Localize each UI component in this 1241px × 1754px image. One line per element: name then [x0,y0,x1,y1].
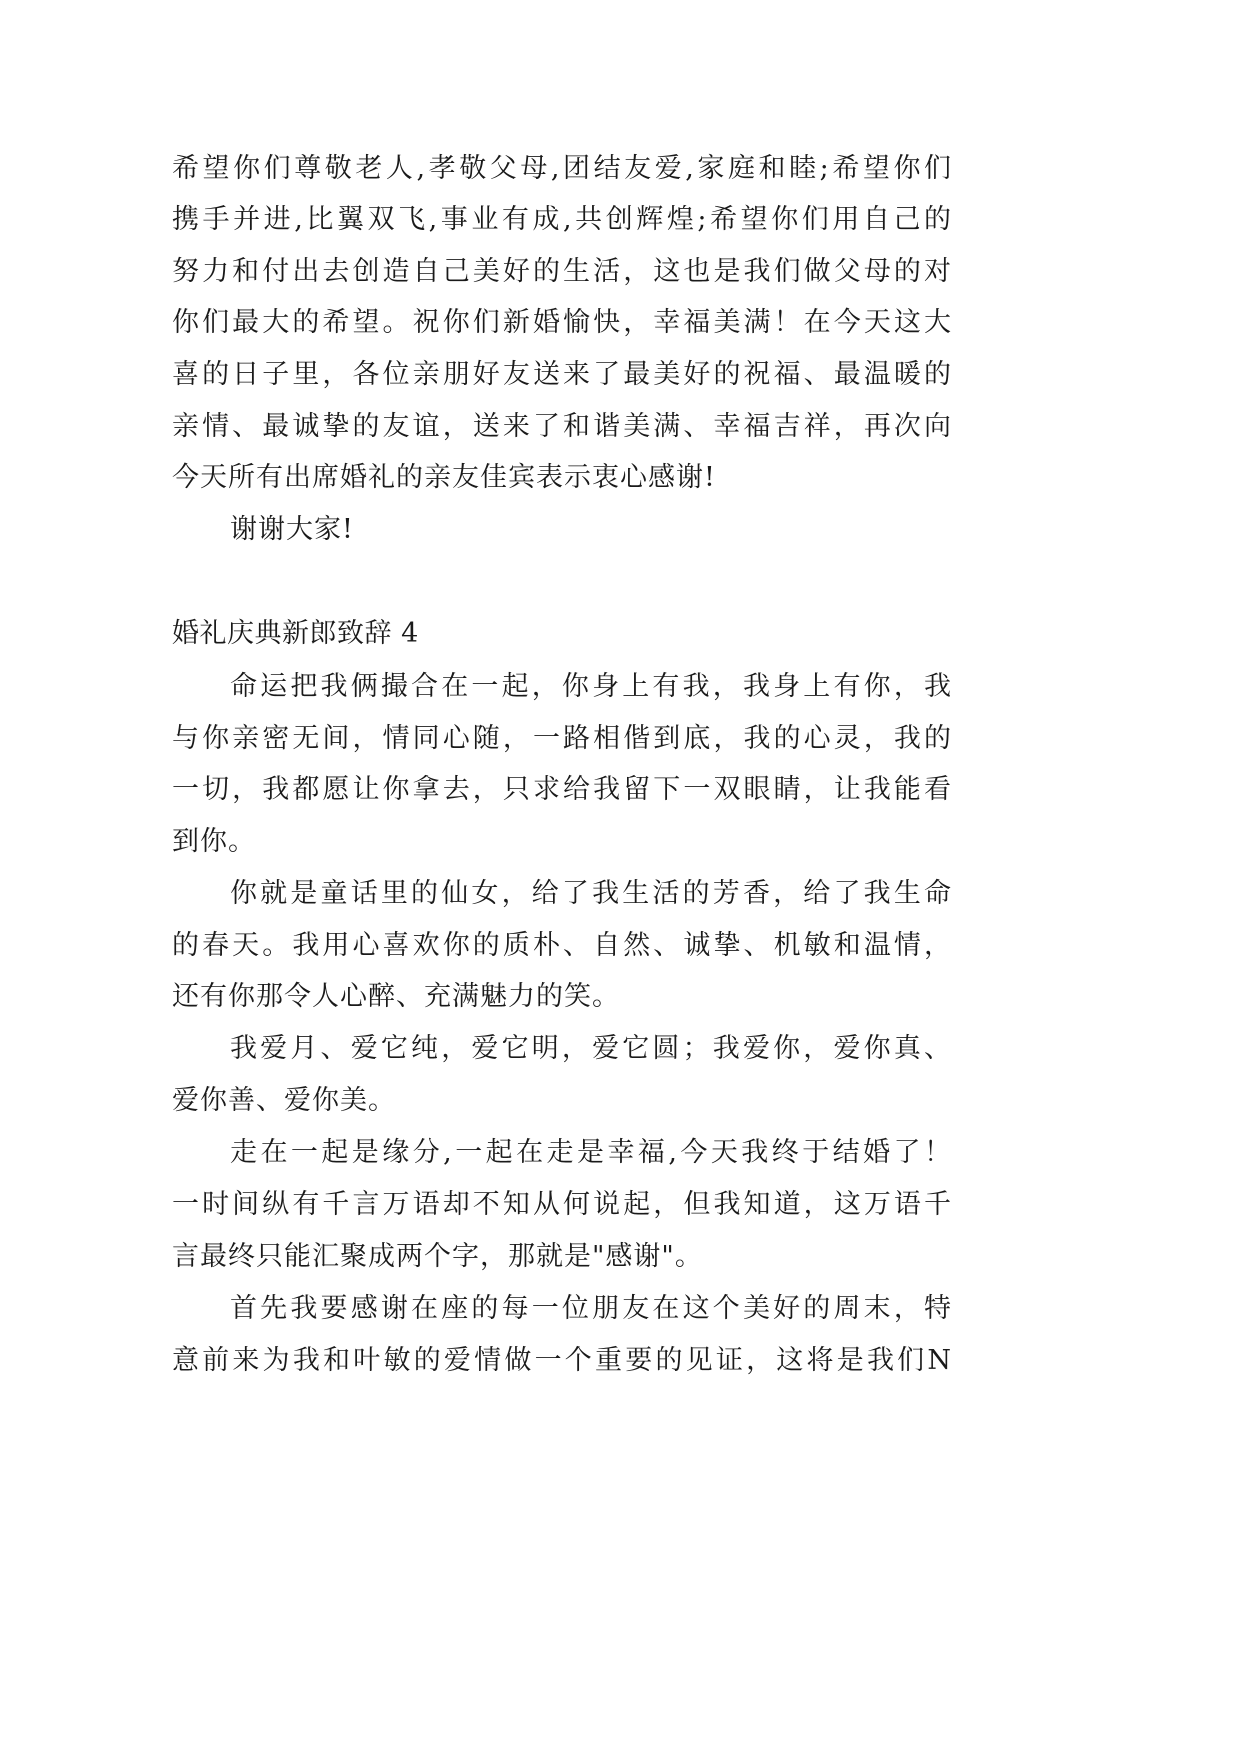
paragraph-line: 努力和付出去创造自己美好的生活，这也是我们做父母的对 [172,256,952,287]
paragraph-line: 一时间纵有千言万语却不知从何说起，但我知道，这万语千 [172,1189,952,1220]
paragraph-line: 言最终只能汇聚成两个字，那就是"感谢"。 [172,1241,703,1272]
paragraph-line: 走在一起是缘分,一起在走是幸福,今天我终于结婚了！ [230,1137,952,1168]
paragraph-line: 你就是童话里的仙女，给了我生活的芳香，给了我生命 [230,878,952,909]
paragraph-line: 一切，我都愿让你拿去，只求给我留下一双眼睛，让我能看 [172,774,952,805]
paragraph-line: 首先我要感谢在座的每一位朋友在这个美好的周末，特 [230,1293,952,1324]
paragraph-line: 今天所有出席婚礼的亲友佳宾表示衷心感谢! [172,462,716,493]
paragraph-line: 喜的日子里，各位亲朋好友送来了最美好的祝福、最温暖的 [172,359,952,390]
paragraph-line: 的春天。我用心喜欢你的质朴、自然、诚挚、机敏和温情， [172,930,952,961]
paragraph-line: 亲情、最诚挚的友谊，送来了和谐美满、幸福吉祥，再次向 [172,411,952,442]
closing-line: 谢谢大家! [230,514,354,545]
paragraph-line: 希望你们尊敬老人,孝敬父母,团结友爱,家庭和睦;希望你们 [172,153,952,184]
paragraph-line: 意前来为我和叶敏的爱情做一个重要的见证，这将是我们N [172,1345,952,1376]
paragraph-line: 还有你那令人心醉、充满魅力的笑。 [172,981,620,1012]
paragraph-line: 命运把我俩撮合在一起，你身上有我，我身上有你，我 [230,671,952,702]
section-heading: 婚礼庆典新郎致辞 4 [172,618,419,649]
paragraph-line: 爱你善、爱你美。 [172,1085,396,1116]
paragraph-line: 携手并进,比翼双飞,事业有成,共创辉煌;希望你们用自己的 [172,204,952,235]
paragraph-line: 与你亲密无间，情同心随，一路相偕到底，我的心灵，我的 [172,723,952,754]
paragraph-line: 到你。 [172,826,256,857]
paragraph-line: 我爱月、爱它纯，爱它明，爱它圆；我爱你，爱你真、 [230,1033,952,1064]
paragraph-line: 你们最大的希望。祝你们新婚愉快，幸福美满！在今天这大 [172,307,952,338]
